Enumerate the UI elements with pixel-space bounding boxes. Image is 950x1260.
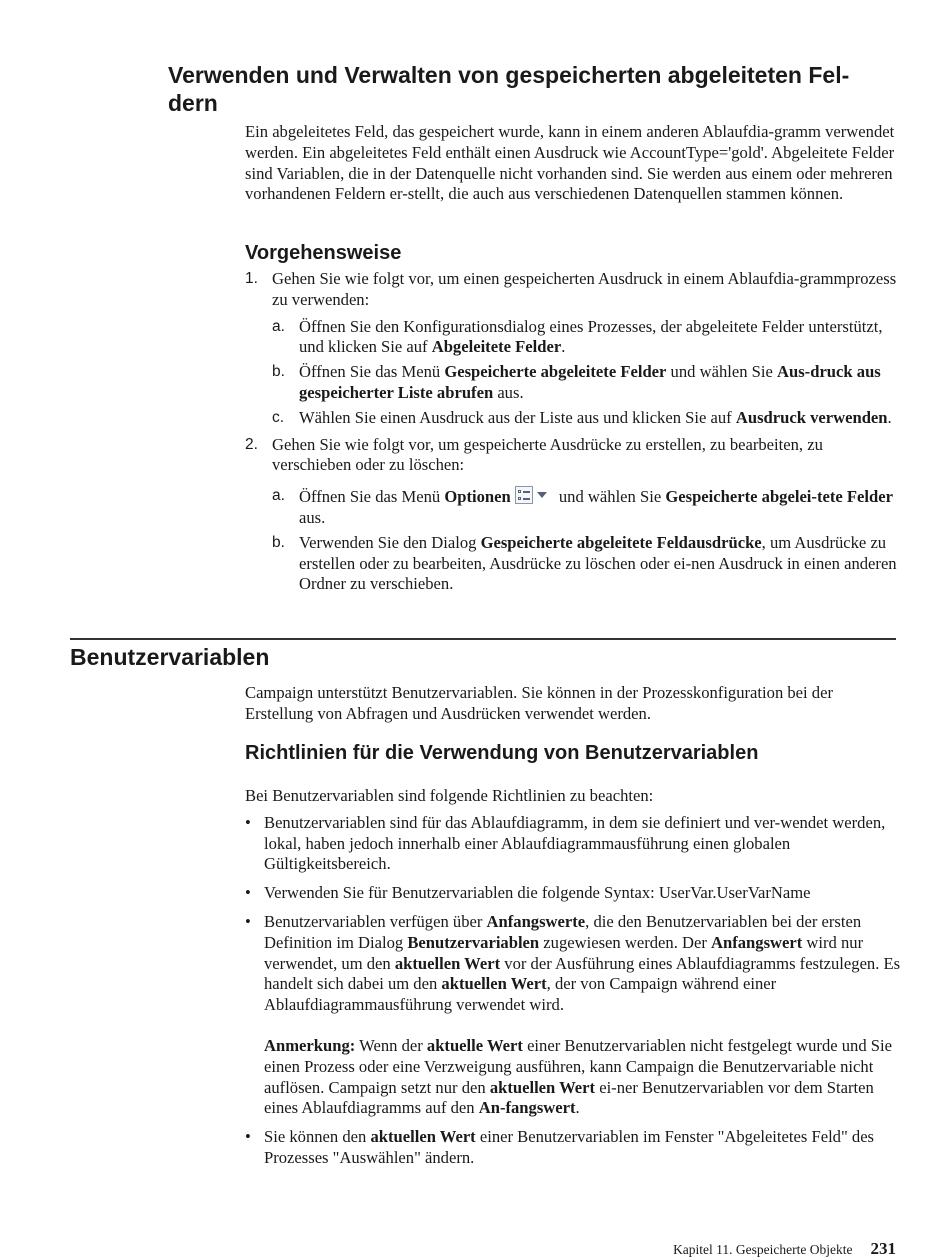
step-2: [245, 435, 905, 477]
guidelines-intro: Bei Benutzervariablen sind folgende Richtlinien zu beachten:: [245, 786, 654, 805]
term: aktuellen Wert: [441, 974, 547, 994]
list-item-text: Benutzervariablen verfügen über: [264, 911, 487, 931]
substep-2b: [245, 533, 905, 595]
guidelines-heading: Richtlinien für die Verwendung von Benutzervariablen: [245, 742, 759, 764]
list-item-text: , die den Benutzervariablen bei der ersten Definition im Dialog: [264, 911, 862, 952]
note-text: ei-ner Benutzervariablen vor dem Starten eines Ablaufdiagramms auf den: [264, 1077, 874, 1118]
substep-1c: [245, 408, 905, 429]
bullet-marker: •: [245, 812, 251, 832]
substep-1a: [245, 317, 905, 359]
substep-text: , um Ausdrücke zu erstellen oder zu bearbeiten, Ausdrücke zu löschen oder ei-nen Ausdruck in einen anderen Ordner zu verschieben.: [299, 532, 897, 594]
section-title: Verwenden und Verwalten von gespeicherten abgeleiteten Fel-: [168, 62, 850, 88]
section-title-benutzervariablen: Benutzervariablen: [70, 644, 270, 670]
list-item: [245, 883, 905, 904]
step-1: [245, 269, 905, 311]
note-text: .: [575, 1098, 580, 1118]
procedure-heading: Vorgehensweise: [245, 242, 402, 264]
substep-text: und wählen Sie: [554, 487, 666, 507]
substep-2a: [245, 486, 905, 529]
list-item: [245, 1127, 905, 1169]
note-text: einer Benutzervariablen nicht festgelegt wurde und Sie einen Prozess oder eine Verzweigung ausführen, kann Campaign die Benutzervariable nicht auflösen. Campaign setzt nur den: [264, 1035, 892, 1097]
note-block: [264, 1036, 905, 1119]
step-text: Gehen Sie wie folgt vor, um einen gespeicherten Ausdruck in einem Ablaufdia-grammprozess zu verwenden:: [272, 269, 897, 309]
procedure-list: [245, 269, 905, 595]
guidelines-block: [245, 786, 905, 1177]
list-item-text: vor der Ausführung eines Ablaufdiagramms festzulegen. Es handelt sich dabei um den: [264, 953, 901, 994]
page-footer: [673, 1239, 896, 1259]
term: aktuellen Wert: [394, 953, 501, 973]
intro-paragraph: Ein abgeleitetes Feld, das gespeichert wurde, kann in einem anderen Ablaufdia-gramm verwendet werden. Ein abgeleitetes Feld enthält einen Ausdruck wie AccountType='gold'. Abgeleitete Felder sind Variablen, die in der Datenquelle nicht vorhanden sind. Sie werden aus einem oder mehreren vorhandenen Feldern er-stellt, die auch aus verschiedenen Datenquellen stammen können.: [245, 122, 895, 204]
term: aktuellen Wert: [489, 1077, 596, 1097]
substep-text: Öffnen Sie das Menü: [299, 362, 445, 382]
list-item-text: einer Benutzervariablen im Fenster "Abgeleitetes Feld" des Prozesses "Auswählen" ändern.: [264, 1127, 875, 1167]
list-item: [245, 813, 905, 875]
list-item: [245, 912, 905, 1119]
benutzervariablen-intro: Campaign unterstützt Benutzervariablen. Sie können in der Prozesskonfiguration bei der Erstellung von Abfragen und Ausdrücken verwendet werden.: [245, 683, 833, 723]
guidelines-list: [245, 813, 905, 1169]
list-item-text: Sie können den: [264, 1127, 371, 1147]
substep-text: Öffnen Sie das Menü: [299, 487, 445, 507]
ui-term: Abgeleitete Felder: [431, 337, 562, 357]
substep-text: Verwenden Sie den Dialog: [299, 532, 481, 552]
term: aktuellen Wert: [370, 1127, 476, 1147]
substep-text: .: [561, 337, 566, 357]
substep-1b: [245, 362, 905, 404]
step-number: 2.: [245, 435, 258, 453]
list-item-text: zugewiesen werden. Der: [539, 932, 712, 952]
ui-term: Ausdruck verwenden: [735, 407, 888, 427]
list-item-text: wird nur verwendet, um den: [264, 932, 864, 973]
term: Anfangswerte: [486, 911, 586, 931]
substep-text: Öffnen Sie den Konfigurationsdialog eines Prozesses, der abgeleitete Felder unterstützt, und klicken Sie auf: [299, 316, 883, 357]
ui-term: Gespeicherte abgeleitete Felder: [444, 362, 667, 382]
term: Benutzervariablen: [407, 932, 540, 952]
ui-term: Aus-druck aus gespeicherter Liste abrufen: [299, 362, 881, 402]
list-item-text: Verwenden Sie für Benutzervariablen die folgende Syntax: UserVar.UserVarName: [264, 883, 811, 903]
ui-term: Gespeicherte abgelei-tete Felder: [665, 487, 893, 507]
substep-text: aus.: [299, 507, 326, 527]
term: An-fangswert: [478, 1098, 576, 1118]
step-number: 1.: [245, 270, 258, 287]
ui-term: Optionen: [444, 487, 511, 507]
section-divider: [70, 638, 896, 640]
bullet-marker: •: [245, 1127, 251, 1147]
substep-letter: b.: [272, 363, 285, 381]
term: aktuelle Wert: [426, 1035, 523, 1055]
substep-letter: a.: [272, 317, 285, 335]
bullet-marker: •: [245, 883, 251, 903]
substep-letter: a.: [272, 487, 285, 505]
chapter-label: Kapitel 11. Gespeicherte Objekte: [673, 1242, 853, 1257]
substep-text: .: [887, 407, 892, 427]
ui-term: Gespeicherte abgeleitete Feldausdrücke: [480, 532, 762, 552]
list-item-text: , der von Campaign während einer Ablaufdiagrammausführung verwendet wird.: [264, 974, 777, 1015]
term: Anfangswert: [711, 932, 803, 952]
page-number: 231: [870, 1239, 896, 1258]
options-menu-icon: [515, 486, 549, 506]
substep-text: Wählen Sie einen Ausdruck aus der Liste aus und klicken Sie auf: [299, 407, 736, 427]
substep-text: aus.: [493, 382, 524, 402]
substep-text: und wählen Sie: [666, 362, 778, 382]
section-title-continued: dern: [168, 90, 218, 116]
list-item-text: Benutzervariablen sind für das Ablaufdiagramm, in dem sie definiert und ver-wendet werden, lokal, haben jedoch innerhalb einer Ablaufdiagrammausführung einen globalen Gültigkeitsbereich.: [264, 812, 886, 874]
substep-letter: b.: [272, 533, 285, 551]
substep-letter: c.: [272, 408, 285, 426]
note-label: Anmerkung:: [264, 1035, 356, 1055]
note-text: Wenn der: [355, 1035, 427, 1055]
step-text: Gehen Sie wie folgt vor, um gespeicherte Ausdrücke zu erstellen, zu bearbeiten, zu verschieben oder zu löschen:: [272, 434, 823, 475]
bullet-marker: •: [245, 911, 251, 931]
